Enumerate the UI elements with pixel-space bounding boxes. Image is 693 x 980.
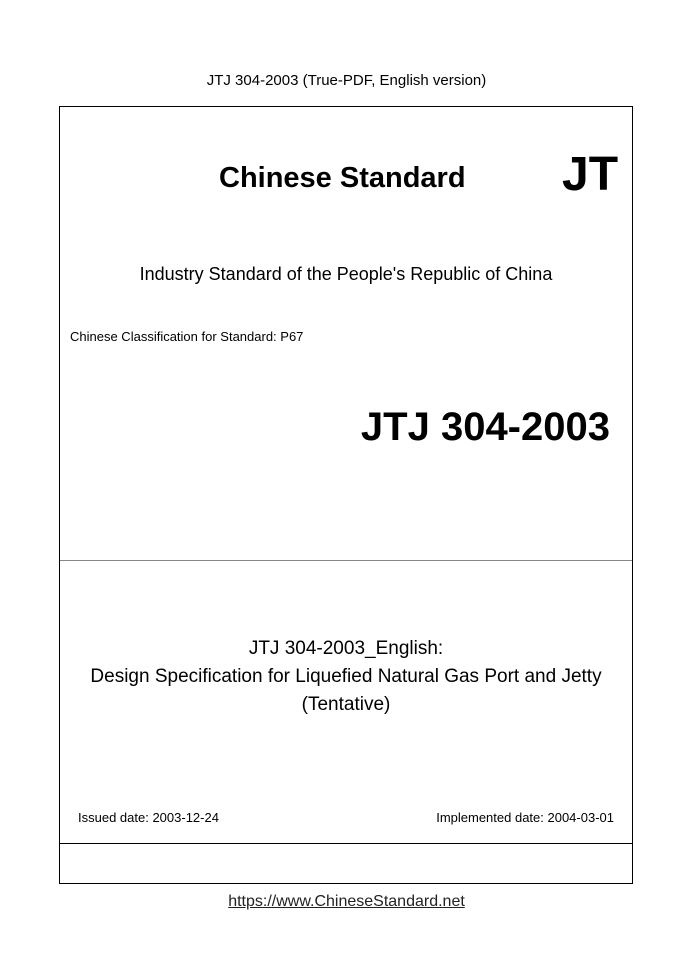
middle-divider: [60, 560, 632, 561]
classification-label: Chinese Classification for Standard: P67: [70, 329, 304, 344]
standard-number: JTJ 304-2003: [360, 405, 610, 449]
standard-code-prefix: JT: [562, 148, 619, 201]
cover-heading: Chinese Standard: [219, 162, 466, 194]
footer-link[interactable]: https://www.ChineseStandard.net: [228, 893, 465, 910]
implemented-date: Implemented date: 2004-03-01: [436, 810, 614, 825]
english-title-line-3: (Tentative): [301, 694, 391, 715]
english-title: [60, 635, 632, 719]
page-header: JTJ 304-2003 (True-PDF, English version): [206, 72, 487, 89]
cover-frame: [59, 106, 633, 884]
issued-date: Issued date: 2003-12-24: [78, 810, 219, 825]
english-title-line-1: JTJ 304-2003_English:: [248, 638, 444, 659]
english-title-line-2: Design Specification for Liquefied Natural Gas Port and Jetty: [90, 666, 602, 687]
bottom-divider: [60, 843, 632, 844]
cover-subheading: Industry Standard of the People's Republic of China: [139, 264, 553, 284]
